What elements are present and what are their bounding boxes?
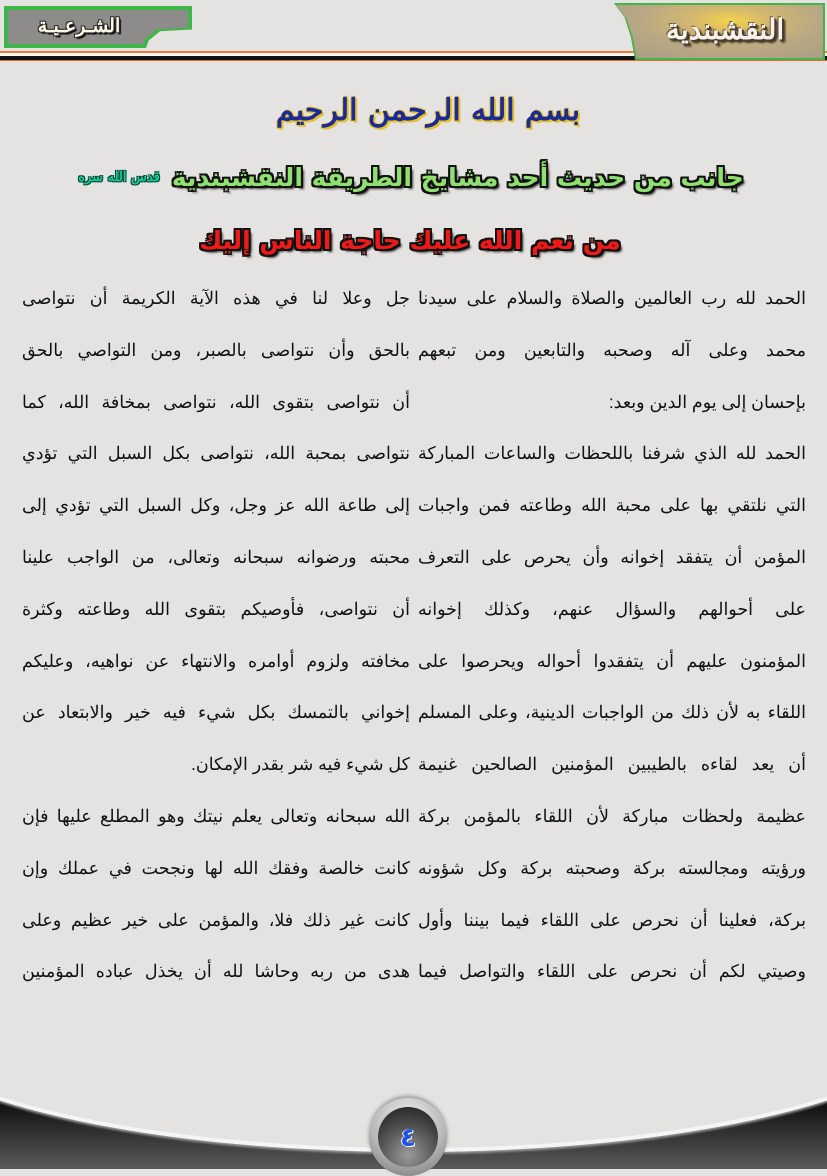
article-title-text: جانب من حديث أحد مشايخ الطريقة النقشبندية — [171, 162, 744, 192]
article-title — [78, 156, 744, 198]
text-line: وصيتي لكم أن نحرص على اللقاء والتواصل فيما — [418, 961, 806, 982]
text-line: أن نتواصى، فأوصيكم بتقوى الله وطاعته وكثرة — [22, 598, 410, 619]
text-line: بالحق وأن نتواصى بالصبر، ومن التواصي بالحق — [22, 339, 410, 360]
text-line: كانت خالصة وفقك الله لها ونجحت في عملك وإن — [22, 857, 410, 878]
text-line: أن نتواصى بتقوى الله، نتواصى بمخافة الله، كما — [22, 391, 410, 412]
text-line: الحمد لله رب العالمين والصلاة والسلام على سيدنا — [418, 288, 806, 308]
text-line: بإحسان إلى يوم الدين وبعد: — [608, 391, 806, 412]
page-number-badge — [369, 1098, 447, 1176]
text-line: المؤمنون عليهم أن يتفقدوا أحواله ويحرصوا على — [418, 650, 806, 671]
text-line: على أحوالهم والسؤال عنهم، وكذلك إخوانه — [418, 598, 806, 619]
section-label: الشـرعـيـة — [37, 15, 121, 37]
honorific-calligraphy: قدس الله سره — [78, 169, 160, 185]
text-line: محبته ورضوانه سبحانه وتعالى، من الواجب علينا — [22, 546, 410, 567]
text-line: مخافته ولزوم أوامره والانتهاء عن نواهيه، وعليكم — [22, 650, 410, 671]
page-number: ٤ — [400, 1123, 416, 1153]
text-line: هدى من ربه وحاشا لله أن يخذل عباده المؤمنين — [22, 961, 410, 982]
basmala-calligraphy — [248, 80, 608, 140]
text-line: عظيمة ولحظات مباركة لأن اللقاء بالمؤمن بركة — [418, 805, 806, 826]
text-line: بركة، فعلينا أن نحرص على اللقاء فيما بيننا وأول — [418, 909, 806, 930]
text-line: التي نلتقي بها على محبة الله وطاعته فمن واجبات — [418, 495, 806, 516]
text-line: اللقاء به لأن ذلك من الواجبات الدينية، وعلى المسلم — [418, 702, 806, 723]
text-line: المؤمن أن يتفقد إخوانه وأن يحرص على التعرف — [418, 546, 806, 567]
text-line: جل وعلا لنا في هذه الآية الكريمة أن نتواصى — [22, 288, 410, 308]
text-line: كل شيء فيه شر بقدر الإمكان. — [190, 754, 410, 775]
basmala-text: بسم الله الرحمن الرحيم — [275, 92, 581, 128]
text-line: إلى طاعة الله عز وجل، وكل السبل التي تؤدي إلى — [22, 495, 410, 516]
brand-label: النقشبندية — [665, 12, 785, 46]
text-line: محمد وعلى آله وصحبه والتابعين ومن تبعهم — [418, 339, 806, 360]
article-subtitle: من نعم الله عليك حاجة الناس إليك — [199, 225, 621, 255]
text-line: الله سبحانه وتعالى يعلم نيتك وهو المطلع عليها فإن — [22, 805, 410, 826]
text-line: ورؤيته ومجالسته بركة وصحبته بركة وكل شؤونه — [418, 857, 806, 878]
text-line: كانت غير ذلك فلا، والمؤمن على خير عظيم وعلى — [22, 909, 410, 930]
text-line: نتواصى بمحبة الله، نتواصى بكل السبل التي تؤدي — [22, 443, 410, 464]
text-line: إخواني بالتمسك بكل شيء فيه خير والابتعاد عن — [22, 702, 410, 723]
page-header — [0, 0, 827, 64]
article-column-left — [22, 280, 410, 1109]
text-line: أن يعد لقاءه بالطيبين المؤمنين الصالحين غنيمة — [418, 754, 806, 775]
page-number-badge-inner — [378, 1107, 438, 1167]
article-column-right — [418, 280, 806, 1109]
text-line: الحمد لله الذي شرفنا باللحظات والساعات المباركة — [418, 443, 806, 464]
header-rule-orange-bottom — [0, 60, 827, 61]
